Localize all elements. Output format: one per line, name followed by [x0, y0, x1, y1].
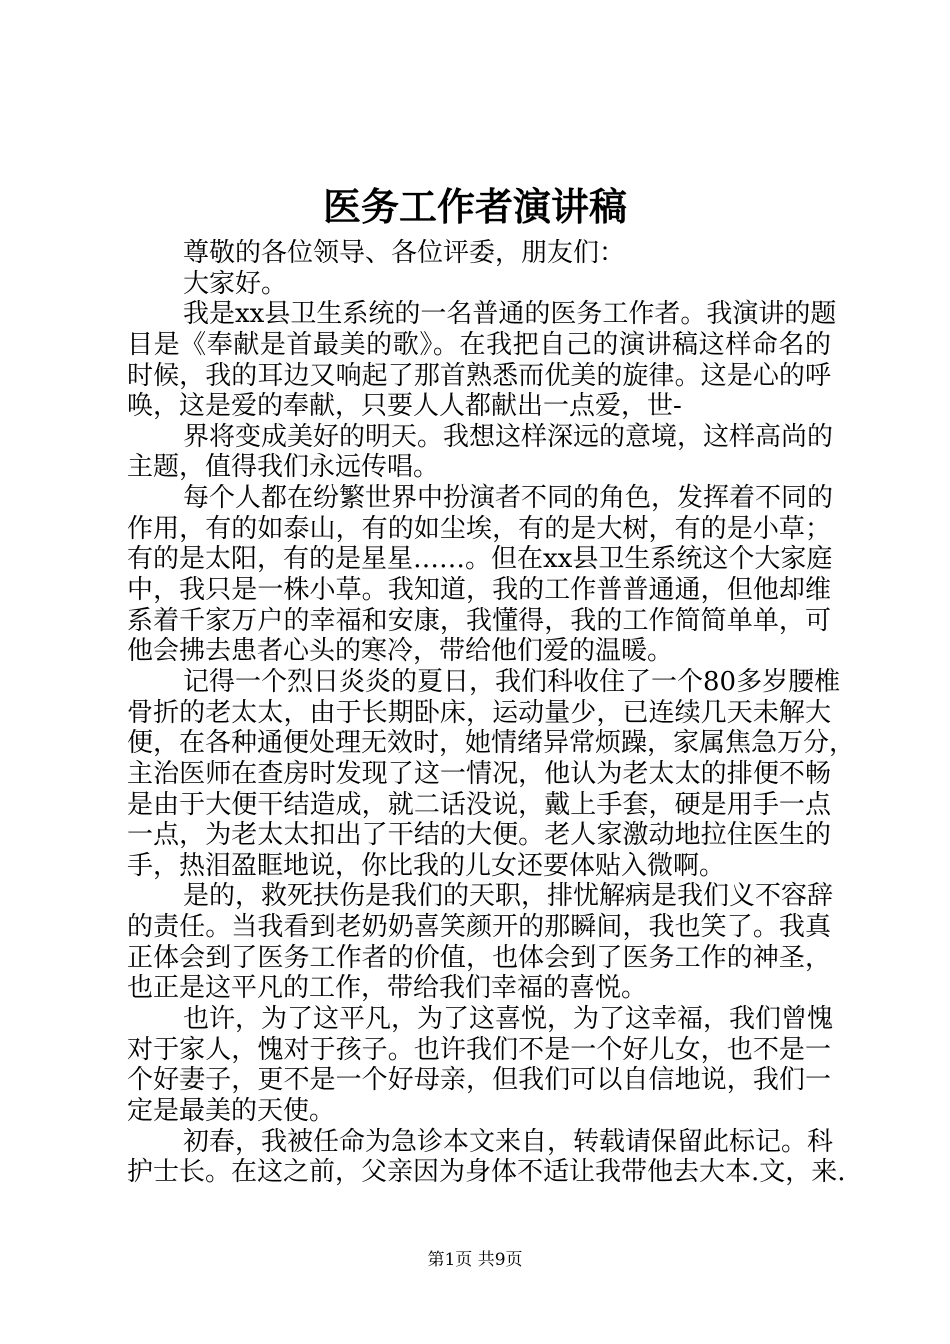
- text-line: 有的是太阳，有的是星星……。但在xx县卫生系统这个大家庭: [127, 544, 833, 575]
- text-line: 主治医师在查房时发现了这一情况，他认为老太太的排便不畅: [127, 758, 831, 789]
- text-line: 系着千家万户的幸福和安康，我懂得，我的工作简简单单，可: [127, 605, 831, 636]
- text-line: 手，热泪盈眶地说，你比我的儿女还要体贴入微啊。: [127, 850, 726, 881]
- text-line: 他会拂去患者心头的寒冷，带给他们爱的温暖。: [127, 636, 674, 667]
- text-line: 也许，为了这平凡，为了这喜悦，为了这幸福，我们曾愧: [183, 1004, 834, 1035]
- text-line: 正体会到了医务工作者的价值，也体会到了医务工作的神圣，: [127, 942, 831, 973]
- text-line: 唤，这是爱的奉献，只要人人都献出一点爱，世-: [127, 391, 682, 422]
- text-line: 是由于大便干结造成，就二话没说，戴上手套，硬是用手一点: [127, 789, 831, 820]
- text-line: 记得一个烈日炎炎的夏日，我们科收住了一个80多岁腰椎: [183, 666, 841, 697]
- text-line: 主题，值得我们永远传唱。: [127, 452, 440, 483]
- text-line: 界将变成美好的明天。我想这样深远的意境，这样高尚的: [183, 421, 834, 452]
- text-line: 也正是这平凡的工作，带给我们幸福的喜悦。: [127, 973, 648, 1004]
- text-line: 护士长。在这之前，父亲因为身体不适让我带他去大本.文，来.: [127, 1157, 846, 1188]
- text-line: 中，我只是一株小草。我知道，我的工作普普通通，但他却维: [127, 575, 831, 606]
- text-line: 的责任。当我看到老奶奶喜笑颜开的那瞬间，我也笑了。我真: [127, 912, 831, 943]
- text-line: 个好妻子，更不是一个好母亲，但我们可以自信地说，我们一: [127, 1065, 831, 1096]
- text-line: 定是最美的天使。: [127, 1095, 336, 1126]
- document-title: 医务工作者演讲稿: [322, 184, 627, 229]
- text-line: 时候，我的耳边又响起了那首熟悉而优美的旋律。这是心的呼: [127, 360, 831, 391]
- text-line: 我是xx县卫生系统的一名普通的医务工作者。我演讲的题: [183, 299, 837, 330]
- text-line: 便，在各种通便处理无效时，她情绪异常烦躁，家属焦急万分，: [127, 728, 856, 759]
- page-footer: 第1页 共9页: [427, 1250, 523, 1270]
- text-line: 是的，救死扶伤是我们的天职，排忧解病是我们义不容辞: [183, 881, 834, 912]
- text-line: 初春，我被任命为急诊本文来自，转载请保留此标记。科: [183, 1126, 834, 1157]
- text-line: 目是《奉献是首最美的歌》。在我把自己的演讲稿这样命名的: [127, 329, 831, 360]
- text-line: 尊敬的各位领导、各位评委，朋友们：: [183, 238, 626, 268]
- text-line: 大家好。: [183, 268, 288, 299]
- text-line: 一点，为老太太扣出了干结的大便。老人家激动地拉住医生的: [127, 820, 831, 851]
- text-line: 对于家人，愧对于孩子。也许我们不是一个好儿女，也不是一: [127, 1034, 831, 1065]
- text-line: 骨折的老太太，由于长期卧床，运动量少，已连续几天未解大: [127, 697, 831, 728]
- text-line: 作用，有的如泰山，有的如尘埃，有的是大树，有的是小草；: [127, 513, 831, 544]
- document-body: [127, 238, 856, 1188]
- text-line: 每个人都在纷繁世界中扮演者不同的角色，发挥着不同的: [183, 483, 834, 514]
